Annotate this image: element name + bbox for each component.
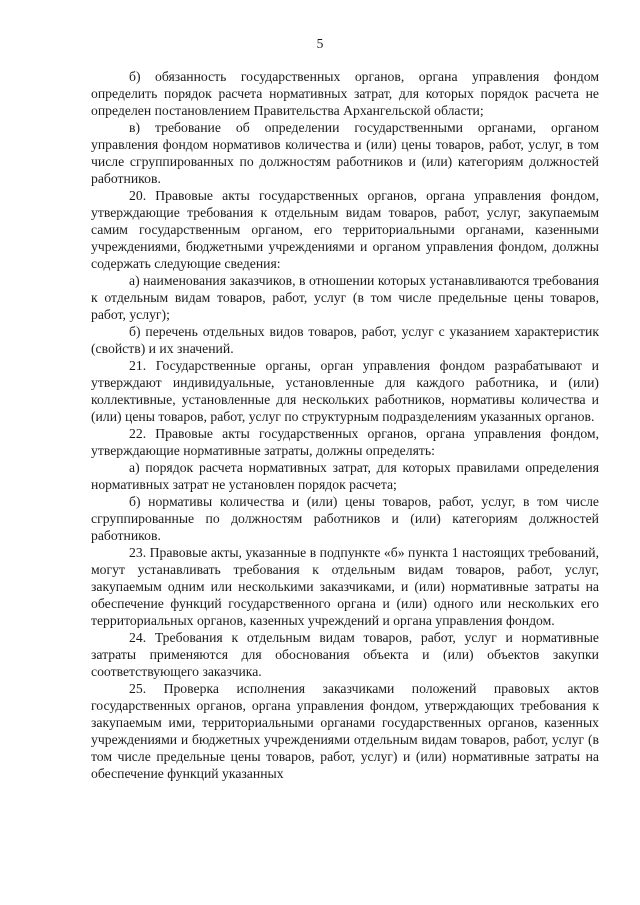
page-number: 5 (316, 36, 324, 51)
paragraph-v-requirement: в) требование об определении государственными органами, органом управления фондом нормативов количества и (или) цены товаров, работ, услуг, в том числе сгруппированных по должностям работников и (или) категориям должностей работников. (91, 120, 599, 186)
document-body (91, 68, 599, 782)
paragraph-23: 23. Правовые акты, указанные в подпункте «б» пункта 1 настоящих требований, могут устанавливать требования к отдельным видам товаров, работ, услуг, закупаемым одним или несколькими заказчиками, и (или) нормативные затраты на обеспечение функций государственного органа и (или) одного или нескольких его территориальных органов, казенных учреждений и органа управления фондом. (91, 545, 599, 628)
paragraph-24: 24. Требования к отдельным видам товаров, работ, услуг и нормативные затраты применяются для обоснования объекта и (или) объектов закупки соответствующего заказчика. (91, 630, 599, 679)
paragraph-22-b: б) нормативы количества и (или) цены товаров, работ, услуг, в том числе сгруппированные по должностям работников и (или) категориям должностей работников. (91, 494, 599, 543)
paragraph-20-b: б) перечень отдельных видов товаров, работ, услуг с указанием характеристик (свойств) и их значений. (91, 324, 599, 356)
paragraph-25: 25. Проверка исполнения заказчиками положений правовых актов государственных органов, органа управления фондом, утверждающих требования к закупаемым ими, территориальными органами государственных органов, казенных учреждениями и бюджетных учреждениями отдельным видам товаров, работ, услуг (в том числе предельные цены товаров, работ, услуг) и (или) нормативные затраты на обеспечение функций указанных (91, 681, 599, 781)
paragraph-22-a: а) порядок расчета нормативных затрат, для которых правилами определения нормативных затрат не установлен порядок расчета; (91, 460, 599, 492)
paragraph-b-obligation: б) обязанность государственных органов, органа управления фондом определить порядок расчета нормативных затрат, для которых порядок расчета не определен постановлением Правительства Архангельской области; (91, 69, 599, 118)
paragraph-21: 21. Государственные органы, орган управления фондом разрабатывают и утверждают индивидуальные, установленные для каждого работника, и (или) коллективные, установленные для нескольких работников, нормативы количества и (или) цены товаров, работ, услуг по структурным подразделениям указанных органов. (91, 358, 599, 424)
paragraph-20: 20. Правовые акты государственных органов, органа управления фондом, утверждающие требования к отдельным видам товаров, работ, услуг, закупаемым самим государственным органом, его территориальными органами, казенными учреждениями, бюджетными учреждениями и органом управления фондом, должны содержать следующие сведения: (91, 188, 599, 271)
paragraph-20-a: а) наименования заказчиков, в отношении которых устанавливаются требования к отдельным видам товаров, работ, услуг (в том числе предельные цены товаров, работ, услуг); (91, 273, 599, 322)
paragraph-22: 22. Правовые акты государственных органов, органа управления фондом, утверждающие нормативные затраты, должны определять: (91, 426, 599, 458)
